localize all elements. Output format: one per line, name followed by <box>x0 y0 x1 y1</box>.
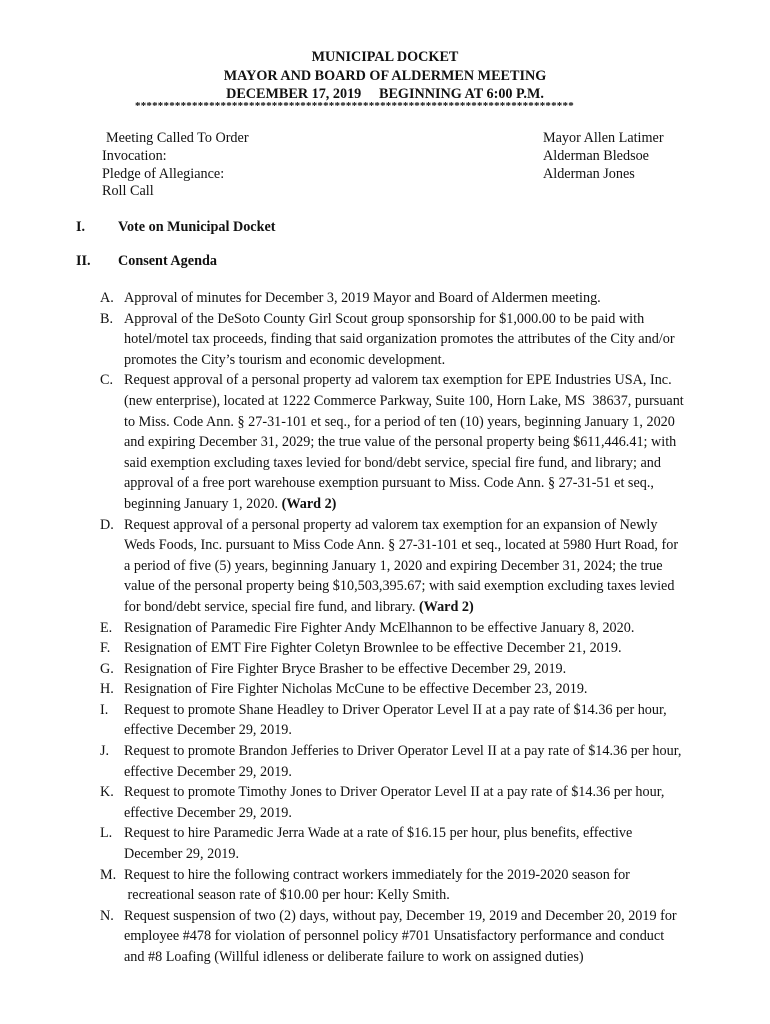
header-date-time: DECEMBER 17, 2019 BEGINNING AT 6:00 P.M. <box>226 86 544 102</box>
agenda-item <box>100 782 720 823</box>
official-alderman-1: Alderman Bledsoe <box>543 147 649 164</box>
agenda-item-line-text: Request to promote Timothy Jones to Driver Operator Level II at a pay rate of $14.36 per hour, <box>124 784 665 801</box>
agenda-item-text <box>124 618 720 639</box>
agenda-item-line-text: Resignation of Fire Fighter Nicholas McCune to be effective December 23, 2019. <box>124 681 588 698</box>
agenda-item-letter: I. <box>100 701 109 718</box>
agenda-item-line <box>124 947 720 968</box>
agenda-item-line <box>124 370 720 391</box>
section-consent-agenda <box>76 251 217 272</box>
agenda-item-text <box>124 515 720 618</box>
agenda-item-line-text: effective December 29, 2019. <box>124 763 292 780</box>
agenda-item-line <box>124 679 720 700</box>
invocation: Invocation: <box>102 147 167 164</box>
agenda-item-line <box>124 412 720 433</box>
agenda-item-line-text: beginning January 1, 2020. <box>124 495 279 512</box>
agenda-item-letter: H. <box>100 681 114 698</box>
section-number: I. <box>76 219 86 235</box>
roll-call: Roll Call <box>102 183 154 200</box>
agenda-item-line-text: Request approval of a personal property ad valorem tax exemption for EPE Industries USA, Inc. <box>124 372 672 389</box>
agenda-item-line <box>124 453 720 474</box>
agenda-item-letter: B. <box>100 310 114 327</box>
section-vote-on-docket <box>76 217 276 238</box>
agenda-item-text <box>124 865 720 906</box>
agenda-item-line-text: Request to promote Brandon Jefferies to Driver Operator Level II at a pay rate of $14.36 per hour, <box>124 743 682 760</box>
agenda-item-line <box>124 823 720 844</box>
agenda-item-line-text: and expiring December 31, 2029; the true value of the personal property being $611,446.41; with <box>124 434 677 451</box>
agenda-item-line-text: Request approval of a personal property ad valorem tax exemption for an expansion of Newly <box>124 516 658 533</box>
agenda-item <box>100 618 720 639</box>
agenda-item-text <box>124 741 720 782</box>
agenda-item <box>100 515 720 618</box>
section-title: Vote on Municipal Docket <box>118 219 276 235</box>
agenda-item <box>100 906 720 968</box>
agenda-item-line <box>124 803 720 824</box>
agenda-item-text <box>124 288 720 309</box>
agenda-item-line-text: Weds Foods, Inc. pursuant to Miss Code Ann. § 27-31-101 et seq., located at 5980 Hurt Road, for <box>124 537 679 554</box>
pledge-of-allegiance: Pledge of Allegiance: <box>102 165 225 182</box>
agenda-item <box>100 679 720 700</box>
agenda-item-line <box>124 473 720 494</box>
agenda-item <box>100 741 720 782</box>
agenda-item-letter: E. <box>100 619 113 636</box>
agenda-item-line-text: said exemption excluding taxes levied for bond/debt service, special fire fund, and library; and <box>124 454 661 471</box>
agenda-item-line <box>124 535 720 556</box>
agenda-item-text <box>124 782 720 823</box>
agenda-item-line <box>124 391 720 412</box>
agenda-item-letter: K. <box>100 784 114 801</box>
agenda-item-line-text: effective December 29, 2019. <box>124 722 292 739</box>
agenda-item-line <box>124 782 720 803</box>
agenda-item <box>100 309 720 371</box>
agenda-item-line <box>124 885 720 906</box>
agenda-item-line <box>124 350 720 371</box>
agenda-item-line-text: hotel/motel tax proceeds, finding that said organization promotes the attributes of the City and/or <box>124 331 675 348</box>
agenda-item-line-text: employee #478 for violation of personnel policy #701 Unsatisfactory performance and conduct <box>124 928 665 945</box>
agenda-item-line <box>124 720 720 741</box>
ward-label: (Ward 2) <box>281 495 337 512</box>
agenda-item-letter: M. <box>100 866 117 883</box>
agenda-item-line <box>124 618 720 639</box>
agenda-item <box>100 288 720 309</box>
agenda-item-line <box>124 576 720 597</box>
agenda-item-line-text: a period of five (5) years, beginning January 1, 2020 and expiring December 31, 2024; the true <box>124 557 663 574</box>
agenda-item <box>100 865 720 906</box>
agenda-item-line <box>124 741 720 762</box>
agenda-item-text <box>124 638 720 659</box>
docket-header <box>0 48 770 104</box>
agenda-item-line-text: Resignation of Paramedic Fire Fighter Andy McElhannon to be effective January 8, 2020. <box>124 619 635 636</box>
agenda-item-letter: L. <box>100 825 113 842</box>
agenda-item-line <box>124 762 720 783</box>
agenda-item-line <box>124 494 720 515</box>
agenda-item-letter: G. <box>100 660 114 677</box>
agenda-item-line <box>124 432 720 453</box>
agenda-item-line-text: approval of a free port warehouse exemption pursuant to Miss. Code Ann. § 27-31-51 et seq., <box>124 475 654 492</box>
agenda-item-text <box>124 370 720 514</box>
agenda-item-line <box>124 659 720 680</box>
agenda-item <box>100 638 720 659</box>
header-meeting-name: MAYOR AND BOARD OF ALDERMEN MEETING <box>223 67 547 84</box>
agenda-item-line-text: (new enterprise), located at 1222 Commerce Parkway, Suite 100, Horn Lake, MS 38637, pursuant <box>124 392 684 409</box>
section-title: Consent Agenda <box>118 253 217 269</box>
agenda-item-letter: C. <box>100 372 114 389</box>
agenda-item-line-text: to Miss. Code Ann. § 27-31-101 et seq., for a period of ten (10) years, beginning January 1, 2020 <box>124 413 675 430</box>
agenda-item-line <box>124 515 720 536</box>
agenda-item-line-text: for bond/debt service, special fire fund, and library. <box>124 598 416 615</box>
agenda-item-letter: J. <box>100 743 110 760</box>
agenda-item-line-text: Request suspension of two (2) days, without pay, December 19, 2019 and December 20, 2019 for <box>124 907 677 924</box>
official-mayor: Mayor Allen Latimer <box>543 130 664 146</box>
agenda-item-line <box>124 288 720 309</box>
consent-agenda-items <box>100 288 720 968</box>
agenda-item-letter: F. <box>100 640 111 657</box>
agenda-item-letter: D. <box>100 516 114 533</box>
agenda-item-line <box>124 926 720 947</box>
agenda-item-text <box>124 659 720 680</box>
agenda-item-line <box>124 700 720 721</box>
agenda-item <box>100 659 720 680</box>
agenda-item-line <box>124 329 720 350</box>
agenda-item <box>100 823 720 864</box>
officials-list <box>543 130 664 183</box>
agenda-item-text <box>124 679 720 700</box>
agenda-item-text <box>124 309 720 371</box>
agenda-item-line <box>124 906 720 927</box>
agenda-item-line-text: Approval of minutes for December 3, 2019 Mayor and Board of Aldermen meeting. <box>124 290 601 306</box>
meeting-called-to-order: Meeting Called To Order <box>106 130 249 146</box>
agenda-item-line-text: Resignation of EMT Fire Fighter Coletyn Brownlee to be effective December 21, 2019. <box>124 640 622 657</box>
agenda-item-line <box>124 309 720 330</box>
agenda-item-line-text: Approval of the DeSoto County Girl Scout group sponsorship for $1,000.00 to be paid with <box>124 310 645 327</box>
opening-procedures <box>102 130 249 201</box>
official-alderman-2: Alderman Jones <box>543 165 635 182</box>
agenda-item-letter: N. <box>100 907 114 924</box>
header-title: MUNICIPAL DOCKET <box>311 49 459 65</box>
agenda-item-line-text: Resignation of Fire Fighter Bryce Brasher to be effective December 29, 2019. <box>124 660 567 677</box>
agenda-item-line-text: and #8 Loafing (Willful idleness or deliberate failure to work on assigned duties) <box>124 949 584 965</box>
agenda-item-line-text: effective December 29, 2019. <box>124 804 292 821</box>
agenda-item <box>100 700 720 741</box>
agenda-item-text <box>124 823 720 864</box>
agenda-item-line <box>124 844 720 865</box>
ward-label: (Ward 2) <box>418 598 474 615</box>
agenda-item-line-text: value of the personal property being $10,503,395.67; with said exemption excluding taxes levied <box>124 578 675 595</box>
agenda-item-letter: A. <box>100 290 114 306</box>
agenda-item-line-text: December 29, 2019. <box>124 846 240 863</box>
star-divider: ***************************************************************************** <box>135 100 574 112</box>
agenda-item-line-text: promotes the City’s tourism and economic development. <box>124 351 446 368</box>
agenda-item-line <box>124 597 720 618</box>
agenda-item <box>100 370 720 514</box>
agenda-item-text <box>124 906 720 968</box>
agenda-item-line-text: Request to hire Paramedic Jerra Wade at a rate of $16.15 per hour, plus benefits, effective <box>124 825 633 842</box>
section-number: II. <box>76 253 91 269</box>
agenda-item-line-text: Request to hire the following contract workers immediately for the 2019-2020 season for <box>124 866 630 883</box>
agenda-item-line-text: Request to promote Shane Headley to Driver Operator Level II at a pay rate of $14.36 per hour, <box>124 701 667 718</box>
agenda-item-line-text: recreational season rate of $10.00 per hour: Kelly Smith. <box>124 887 450 904</box>
agenda-item-line <box>124 638 720 659</box>
agenda-item-text <box>124 700 720 741</box>
agenda-item-line <box>124 556 720 577</box>
agenda-item-line <box>124 865 720 886</box>
